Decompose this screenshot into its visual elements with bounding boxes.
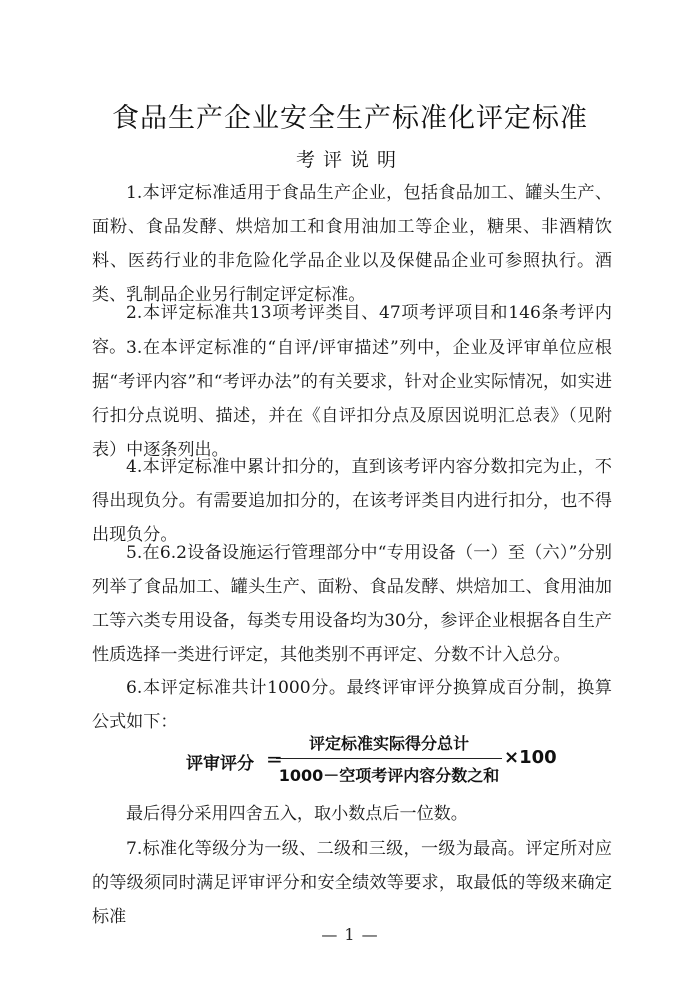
score-formula [186,733,556,785]
paragraph-structure: 2.本评定标准共13项考评类目、47项考评项目和146条考评内容。 [92,303,612,357]
paragraph-total-score: 6.本评定标准共计1000分。最终评审评分换算成百分制，换算公式如下： [92,678,612,732]
document-title: 食品生产企业安全生产标准化评定标准 [112,103,588,134]
document-subtitle: 考评说明 [295,149,404,171]
paragraph-rounding: 最后得分采用四舍五入，取小数点后一位数。 [126,804,468,824]
formula-numerator: 评定标准实际得分总计 [308,734,469,753]
paragraph-grade-levels: 7.标准化等级分为一级、二级和三级，一级为最高。评定所对应的等级须同时满足评审评分和安全绩效等要求，取最低的等级来确定标准 [92,839,612,927]
formula-fraction-bar [276,758,502,759]
paragraph-deduction: 4.本评定标准中累计扣分的，直到该考评内容分数扣完为止，不得出现负分。有需要追加扣分的，在该考评类目内进行扣分，也不得出现负分。 [92,457,612,545]
paragraph-special-equipment: 5.在6.2设备设施运行管理部分中“专用设备（一）至（六）”分别列举了食品加工、罐头生产、面粉、食品发酵、烘焙加工、食用油加工等六类专用设备，每类专用设备均为30分，参评企业根据各自生产性质选择一类进行评定，其他类别不再评定、分数不计入总分。 [92,543,612,665]
paragraph-description: 3.在本评定标准的“自评/评审描述”列中，企业及评审单位应根据“考评内容”和“考评办法”的有关要求，针对企业实际情况，如实进行扣分点说明、描述，并在《自评扣分点及原因说明汇总表》（见附表）中逐条列出。 [92,338,612,460]
formula-multiplier: ×100 [504,747,557,768]
paragraph-scope: 1.本评定标准适用于食品生产企业，包括食品加工、罐头生产、面粉、食品发酵、烘焙加工和食用油加工等企业，糖果、非酒精饮料、医药行业的非危险化学品企业以及保健品企业可参照执行。酒类、乳制品企业另行制定评定标准。 [92,183,612,305]
formula-equals: = [266,747,283,771]
page-number: — 1 — [321,925,379,944]
formula-denominator: 1000－空项考评内容分数之和 [278,766,500,785]
formula-lhs: 评审评分 [186,754,254,774]
